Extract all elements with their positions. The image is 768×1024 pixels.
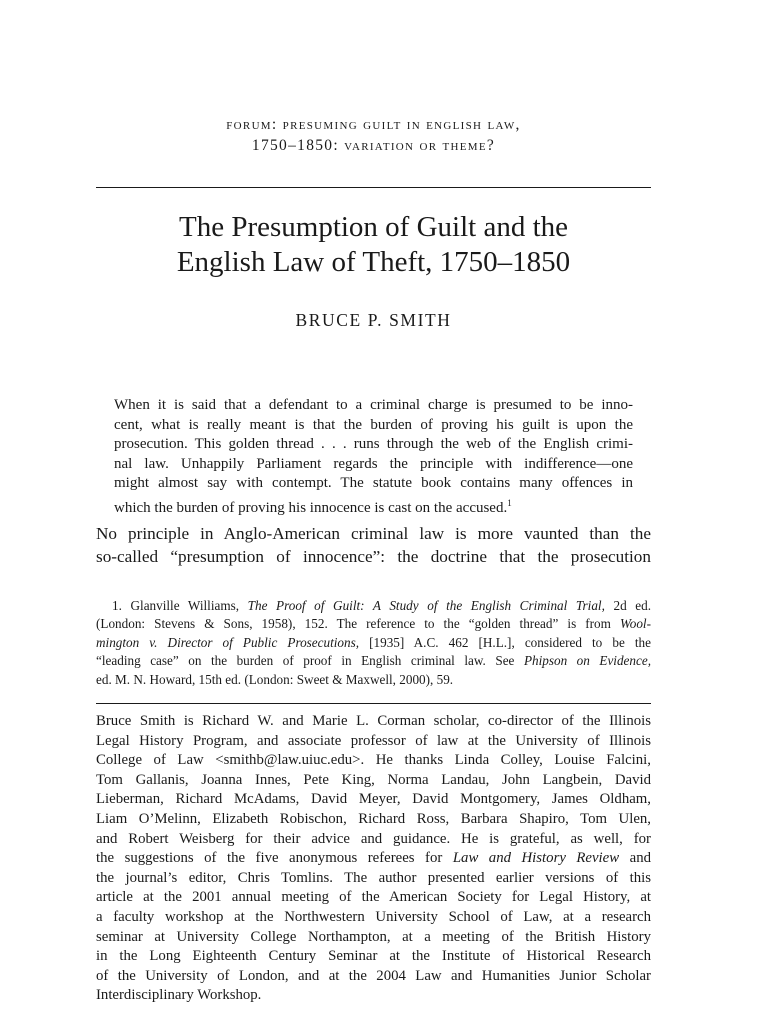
footnote-line: ed. M. N. Howard, 15th ed. (London: Sweet & Maxwell, 2000), 59. xyxy=(96,671,454,687)
body-line: No principle in Anglo-American criminal law is more vaunted than the xyxy=(96,524,651,543)
epigraph-line: When it is said that a defendant to a criminal charge is presumed to be inno- xyxy=(114,397,633,413)
article-title-line-1: The Presumption of Guilt and the xyxy=(178,211,569,243)
affiliation-text: and xyxy=(619,850,651,867)
forum-header-line-2: 1750–1850: variation or theme? xyxy=(251,137,496,154)
footnote-reference[interactable]: 1 xyxy=(507,497,512,508)
footnote-line xyxy=(96,634,651,652)
footnote-book-title: The Proof of Guilt: A Study of the English Criminal Trial, xyxy=(247,598,605,613)
affiliation-text: the suggestions of the five anonymous referees for xyxy=(96,850,453,867)
footnote-book-title: Phipson on Evidence, xyxy=(523,653,652,669)
footnote-1 xyxy=(96,597,651,689)
forum-header xyxy=(96,114,651,156)
footnote-text: (London: Stevens & Sons, 1958), 152. The reference to the “golden thread” is from xyxy=(96,616,620,632)
affiliation-line: College of Law <smithb@law.uiuc.edu>. He thanks Linda Colley, Louise Falcini, xyxy=(96,752,651,769)
epigraph-line: which the burden of proving his innocence is cast on the accused. xyxy=(114,499,508,516)
affiliation-line: Tom Gallanis, Joanna Innes, Pete King, Norma Landau, John Langbein, David xyxy=(96,771,651,788)
footnote-text: 2d ed. xyxy=(604,598,652,613)
forum-header-line-1: forum: presuming guilt in english law, xyxy=(226,116,521,133)
affiliation-line: Lieberman, Richard McAdams, David Meyer, David Montgomery, James Oldham, xyxy=(96,791,651,808)
footnote-line xyxy=(96,615,651,633)
affiliation-line: article at the 2001 annual meeting of the American Society for Legal History, at xyxy=(96,889,651,906)
footnote-text: Glanville Williams, xyxy=(130,598,248,613)
body-paragraph xyxy=(96,523,651,569)
epigraph-line: nal law. Unhappily Parliament regards the principle with indifference—one xyxy=(114,455,633,472)
footnote-line xyxy=(96,652,651,670)
affiliation-line: Bruce Smith is Richard W. and Marie L. Corman scholar, co-director of the Illinois xyxy=(96,713,651,729)
affiliation-line: Liam O’Melinn, Elizabeth Robischon, Richard Ross, Barbara Shapiro, Tom Ulen, xyxy=(96,810,651,827)
footnote-case-name: Wool- xyxy=(619,616,651,632)
epigraph-last-line xyxy=(114,494,633,519)
header-rule xyxy=(96,187,651,188)
affiliation-line: and Robert Weisberg for their advice and guidance. He is grateful, as well, for xyxy=(96,830,651,847)
epigraph-quote xyxy=(114,396,633,519)
article-title xyxy=(96,210,651,280)
epigraph-line: might almost say with contempt. The statute book contains many offences in xyxy=(114,475,633,492)
footnote-text: [1935] A.C. 462 [H.L.], considered to be the xyxy=(359,634,651,650)
body-line: so-called “presumption of innocence”: the doctrine that the prosecution xyxy=(96,546,651,566)
epigraph-line: cent, what is really meant is that the burden of proving his guilt is upon the xyxy=(114,416,633,433)
epigraph-line: prosecution. This golden thread . . . runs through the web of the English crimi- xyxy=(114,436,633,453)
article-title-line-2: English Law of Theft, 1750–1850 xyxy=(176,246,571,278)
affiliation-line: in the Long Eighteenth Century Seminar at the Institute of Historical Research xyxy=(96,948,651,965)
footnote-text: “leading case” on the burden of proof in English criminal law. See xyxy=(96,653,524,669)
affiliation-line: of the University of London, and at the 2004 Law and Humanities Junior Scholar xyxy=(96,967,651,984)
footnote-case-name: mington v. Director of Public Prosecutions, xyxy=(96,634,360,650)
journal-title: Law and History Review xyxy=(452,850,620,867)
author-name: BRUCE P. SMITH xyxy=(295,310,452,330)
author-affiliation-note xyxy=(96,712,651,1006)
affiliation-line: a faculty workshop at the Northwestern University School of Law, at a research xyxy=(96,908,651,925)
affiliation-line: Interdisciplinary Workshop. xyxy=(96,987,262,1004)
affiliation-line: the journal’s editor, Chris Tomlins. The author presented earlier versions of this xyxy=(96,869,651,886)
affiliation-line xyxy=(96,849,651,869)
footnote-number: 1. xyxy=(112,598,122,613)
affiliation-line: Legal History Program, and associate professor of law at the University of Illinois xyxy=(96,732,651,749)
footnote-rule xyxy=(96,703,651,704)
footnote-line xyxy=(96,597,651,615)
affiliation-line: seminar at University College Northampton, at a meeting of the British History xyxy=(96,928,651,945)
